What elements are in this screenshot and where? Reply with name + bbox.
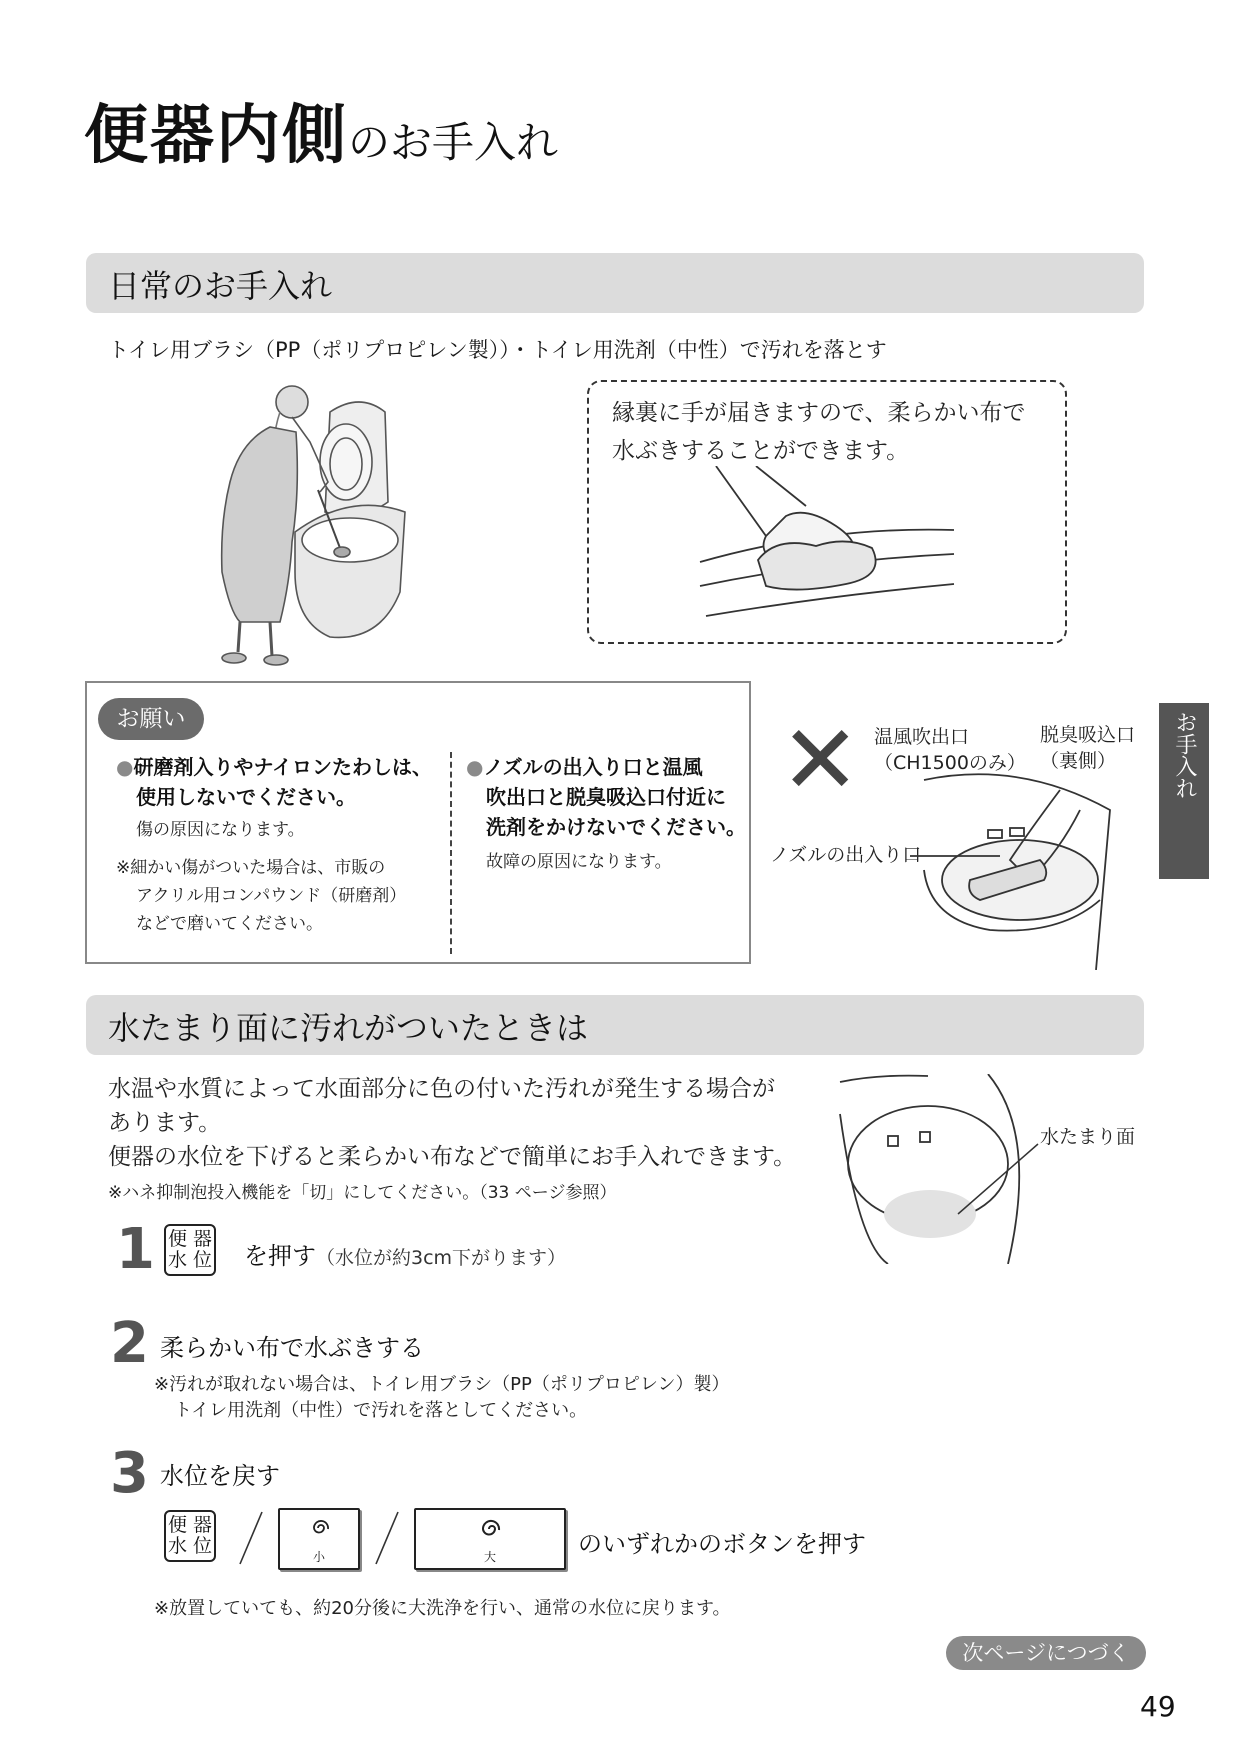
request-left-head2: 使用しないでください。: [136, 785, 356, 809]
step-1-number: 1: [116, 1217, 155, 1282]
small-flush-button[interactable]: [278, 1508, 360, 1570]
page-title: [84, 96, 558, 183]
woman-cleaning-toilet-illustration: [200, 372, 412, 668]
page-title-main: 便器内側: [84, 99, 348, 173]
large-flush-label: 大: [483, 1550, 496, 1564]
warm-air-outlet-model: （CH1500のみ）: [874, 752, 1026, 774]
slash-divider-icon: [372, 1508, 402, 1568]
request-left-note2: アクリル用コンパウンド（研磨剤）: [136, 886, 407, 906]
prohibition-x-icon: ✕: [780, 704, 861, 816]
request-right-head2: 吹出口と脱臭吸込口付近に: [486, 785, 726, 809]
step-2-number: 2: [110, 1311, 149, 1376]
bowl-water-level-button[interactable]: [164, 1224, 216, 1276]
request-right-head1: ノズルの出入り口と温風: [483, 755, 703, 779]
foam-function-note: ※ハネ抑制泡投入機能を「切」にしてください。（33 ページ参照）: [108, 1183, 617, 1203]
water-surface-body1: 水温や水質によって水面部分に色の付いた汚れが発生する場合が: [108, 1076, 775, 1102]
bowl-water-level-button-step3-top: 便 器: [167, 1514, 213, 1536]
step-1-action: を押す: [244, 1242, 316, 1270]
request-right-column: [466, 752, 746, 876]
rim-wipe-callout-line2: 水ぶきすることができます。: [612, 438, 910, 464]
side-tab-maintenance: [1159, 703, 1209, 879]
request-left-head1: 研磨剤入りやナイロンたわしは、: [133, 755, 433, 779]
bowl-water-level-button-step3-bottom: 水 位: [167, 1535, 213, 1557]
nozzle-port-label: ノズルの出入り口: [770, 844, 922, 866]
step-2-note2: トイレ用洗剤（中性）で汚れを落としてください。: [174, 1400, 588, 1421]
step-1-text: [244, 1236, 566, 1271]
water-surface-illustration: [838, 1074, 1048, 1264]
daily-cleaning-instruction: トイレ用ブラシ（PP（ポリプロピレン製））・トイレ用洗剤（中性）で汚れを落とす: [108, 338, 887, 362]
request-left-note3: などで磨いてください。: [136, 914, 323, 934]
section-heading-water-surface-text: 水たまり面に汚れがついたときは: [108, 1009, 589, 1047]
detergent-spray-prohibited-illustration: [910, 770, 1120, 970]
swirl-small-icon: [310, 1518, 332, 1538]
warm-air-outlet-label: [874, 724, 1026, 776]
step-1-detail: （水位が約3cm下がります）: [316, 1247, 567, 1269]
step-3-number: 3: [110, 1441, 149, 1506]
next-page-indicator: 次ページにつづく: [946, 1636, 1146, 1670]
water-surface-body2: あります。: [108, 1110, 222, 1136]
section-heading-water-surface: [86, 995, 1144, 1055]
slash-divider-icon: [236, 1508, 266, 1568]
bullet-dot-icon: ●: [466, 755, 484, 779]
water-surface-label: 水たまり面: [1040, 1126, 1136, 1148]
request-right-reason: 故障の原因になります。: [486, 852, 672, 872]
section-heading-daily-text: 日常のお手入れ: [108, 267, 333, 305]
deodorizer-intake-label: [1040, 722, 1135, 774]
page-number: 49: [1140, 1690, 1176, 1723]
step-2-action: 柔らかい布で水ぶきする: [160, 1334, 424, 1362]
water-surface-body: [108, 1072, 796, 1174]
rim-wipe-callout-text: [612, 394, 1026, 470]
water-surface-body3: 便器の水位を下げると柔らかい布などで簡単にお手入れできます。: [108, 1144, 797, 1170]
request-left-reason: 傷の原因になります。: [136, 820, 305, 840]
step-2-note1: ※汚れが取れない場合は、トイレ用ブラシ（PP（ポリプロピレン）製）: [154, 1374, 730, 1395]
step-3-choice-text: のいずれかのボタンを押す: [578, 1530, 866, 1558]
small-flush-label: 小: [312, 1550, 325, 1564]
side-tab-label: お手入れ: [1172, 711, 1197, 799]
request-left-note1: ※細かい傷がついた場合は、市販の: [116, 858, 386, 878]
section-heading-daily: [86, 253, 1144, 313]
request-divider: [450, 752, 452, 954]
bowl-water-level-button-top: 便 器: [167, 1228, 213, 1250]
rim-wipe-callout-line1: 縁裏に手が届きますので、柔らかい布で: [612, 400, 1026, 426]
request-left-column: [116, 752, 432, 938]
request-right-head3: 洗剤をかけないでください。: [486, 815, 746, 839]
bowl-water-level-button-step3[interactable]: [164, 1510, 216, 1562]
page-title-suffix: のお手入れ: [348, 118, 559, 167]
deodorizer-intake-text: 脱臭吸込口: [1040, 724, 1136, 746]
bullet-dot-icon: ●: [116, 755, 134, 779]
request-notice-label: お願い: [98, 698, 204, 740]
step-3-note: ※放置していても、約20分後に大洗浄を行い、通常の水位に戻ります。: [154, 1598, 731, 1619]
warm-air-outlet-text: 温風吹出口: [874, 726, 970, 748]
swirl-large-icon: [479, 1517, 505, 1541]
step-2-note: [154, 1372, 729, 1424]
step-3-action: 水位を戻す: [160, 1462, 280, 1490]
large-flush-button[interactable]: [414, 1508, 566, 1570]
hand-wiping-rim-illustration: [696, 466, 958, 628]
deodorizer-intake-note: （裏側）: [1040, 750, 1117, 772]
bowl-water-level-button-bottom: 水 位: [167, 1249, 213, 1271]
